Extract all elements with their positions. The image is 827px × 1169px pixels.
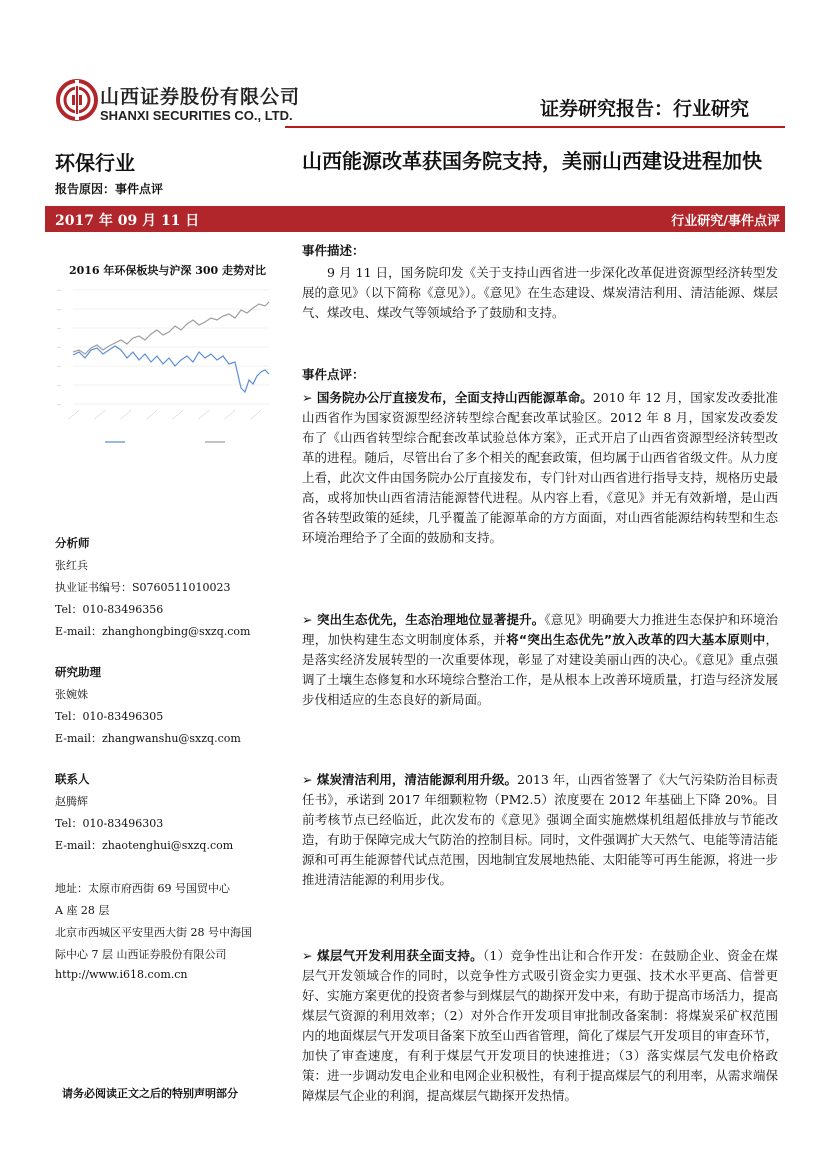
svg-text:—: — <box>57 364 61 369</box>
assistant-tel: Tel：010-83496305 <box>55 710 164 723</box>
logo-emblem-icon <box>55 78 99 122</box>
svg-text:—: — <box>57 345 61 350</box>
address-line-3: 北京市西城区平安里西大街 28 号中海国 <box>55 926 252 939</box>
comment-heading: 事件点评： <box>302 367 365 382</box>
report-date: 2017 年 09 月 11 日 <box>55 213 200 229</box>
report-reason: 报告原因：事件点评 <box>55 182 164 196</box>
industry-label: 环保行业 <box>55 151 135 175</box>
analyst-tel: Tel：010-83496356 <box>55 603 164 616</box>
svg-text:————: ———— <box>249 408 263 421</box>
p1-text: 2010 年 12 月，国家发改委批准山西省作为国家资源型经济转型综合配套改革试验区。2012 年 8 月，国家发改委发布了《山西省转型综合配套改革试验总体方案》，正式开启了山西省资源型经济转型改革的进程。随后，尽管出台了多个相关的配套政策，但均属于山西省省级文件。从力度上看，此次文件由国务院办公厅直接发布，专门针对山西省进行指导支持，规格历史最高，或将加快山西省清洁能源替代进程。从内容上看，《意见》并无有效新增，是山西省各转型政策的延续，几乎覆盖了能源革命的方方面面，对山西省能源结构转型和生态环境治理给予了全面的鼓励和支持。 <box>302 390 779 545</box>
analyst-cert: 执业证书编号：S0760511010023 <box>55 581 231 594</box>
contact-tel: Tel：010-83496303 <box>55 817 164 830</box>
p4-text: （1）竞争性出让和合作开发：在鼓励企业、资金在煤层气开发领域合作的同时，以竞争性方式吸引资金实力更强、技术水平更高、信誉更好、实施方案更优的投资者参与到煤层气的勘探开发中来，有助于提高市场活力，提高煤层气资源的利用效率；（2）对外合作开发项目审批制改备案制：将煤炭采矿权范围内的地面煤层气开发项目备案下放至山西省管理，简化了煤层气开发项目的审查环节，加快了审查速度，有利于煤层气开发项目的快速推进；（3）落实煤层气发电价格政策：进一步调动发电企业和电网企业积极性，有利于提高煤层气的利用率，从需求端保障煤层气企业的利润，提高煤层气勘探开发热情。 <box>302 948 778 1103</box>
comment-paragraph-2 <box>302 610 778 710</box>
svg-text:—: — <box>57 307 61 312</box>
analyst-heading: 分析师 <box>55 536 90 550</box>
comment-paragraph-3 <box>302 770 778 890</box>
assistant-heading: 研究助理 <box>55 665 101 679</box>
assistant-name: 张婉姝 <box>55 688 88 701</box>
arrow-bullet-icon: ➢ <box>302 948 318 963</box>
svg-text:————: ———— <box>93 408 107 421</box>
contact-heading: 联系人 <box>55 772 90 786</box>
p3-heading: 煤炭清洁利用，清洁能源利用升级。 <box>316 772 518 787</box>
company-url[interactable]: http://www.i618.com.cn <box>55 968 188 981</box>
comment-paragraph-1 <box>302 388 778 548</box>
report-type: 证券研究报告：行业研究 <box>540 98 750 120</box>
arrow-bullet-icon: ➢ <box>302 390 317 405</box>
analyst-name: 张红兵 <box>55 559 88 572</box>
band-category-label: 行业研究/事件点评 <box>671 214 780 229</box>
chart-y-ticks <box>57 288 61 407</box>
p2-text-a: 《意见》明确要大力推进生态保护和环境治理，加快构建生态文明制度体系，并 <box>302 612 778 647</box>
event-description: 9 月 11 日，国务院印发《关于支持山西省进一步深化改革促进资源型经济转型发展的意见》（以下简称《意见》）。《意见》在生态建设、煤炭清洁利用、清洁能源、煤层气、煤改电、煤改气等领域给予了鼓励和支持。 <box>302 265 778 320</box>
arrow-bullet-icon: ➢ <box>302 772 317 787</box>
address-line-1: 地址：太原市府西街 69 号国贸中心 <box>55 882 230 895</box>
company-name-cn: 山西证券股份有限公司 <box>100 86 301 108</box>
svg-text:————: ———— <box>171 408 185 421</box>
contact-email[interactable]: E-mail：zhaotenghui@sxzq.com <box>55 839 234 852</box>
p2-text-b: ，是落实经济发展转型的一次重要体现，彰显了对建设美丽山西的决心。《意见》重点强调了土壤生态修复和水环境综合整治工作，是从根本上改善环境质量，打造与经济发展步伐相适应的生态良好的新局面。 <box>302 632 778 707</box>
address-line-2: A 座 28 层 <box>55 904 110 917</box>
p3-text: 2013 年，山西省签署了《大气污染防治目标责任书》，承诺到 2017 年细颗粒物（PM2.5）浓度要在 2012 年基础上下降 20%。目前考核节点已经临近，此次发布的《意见》强调全面实施燃煤机组超低排放与节能改造，有助于保障完成大气防治的控制目标。同时，文件强调扩大天然气、电能等清洁能源和可再生能源替代试点范围，因地制宜发展地热能、太阳能等可再生能源，将进一步推进清洁能源的利用步伐。 <box>302 772 778 887</box>
analyst-email[interactable]: E-mail：zhanghongbing@sxzq.com <box>55 625 251 638</box>
header-divider <box>285 126 785 128</box>
comment-paragraph-4 <box>302 946 778 1106</box>
svg-text:—: — <box>57 402 61 407</box>
contact-name: 赵腾辉 <box>55 795 88 808</box>
p2-bold: 将“突出生态优先”放入改革的四大基本原则中 <box>506 632 766 647</box>
chart-x-ticks <box>67 408 263 420</box>
chart-title: 2016 年环保板块与沪深 300 走势对比 <box>68 264 267 277</box>
svg-text:—: — <box>57 288 61 293</box>
p2-heading: 突出生态优先，生态治理地位显著提升。 <box>316 612 545 627</box>
assistant-email[interactable]: E-mail：zhangwanshu@sxzq.com <box>55 732 241 745</box>
disclaimer-notice: 请务必阅读正文之后的特别声明部分 <box>62 1087 238 1100</box>
p1-heading: 国务院办公厅直接发布，全面支持山西能源革命。 <box>316 390 593 405</box>
arrow-bullet-icon: ➢ <box>302 612 317 627</box>
svg-text:————: ———— <box>223 408 237 421</box>
svg-text:—: — <box>57 383 61 388</box>
svg-text:————: ———— <box>67 408 81 421</box>
address-line-4: 际中心 7 层 山西证券股份有限公司 <box>55 948 227 961</box>
p4-heading: 煤层气开发利用获全面支持。 <box>317 948 483 963</box>
svg-text:————: ———— <box>145 408 159 421</box>
report-title: 山西能源改革获国务院支持，美丽山西建设进程加快 <box>302 149 762 173</box>
company-name-en: SHANXI SECURITIES CO., LTD. <box>100 108 293 123</box>
svg-text:————: ———— <box>197 408 211 421</box>
trend-chart <box>55 280 280 460</box>
event-heading: 事件描述： <box>302 243 365 258</box>
svg-text:————: ———— <box>119 408 133 421</box>
svg-text:—: — <box>57 326 61 331</box>
